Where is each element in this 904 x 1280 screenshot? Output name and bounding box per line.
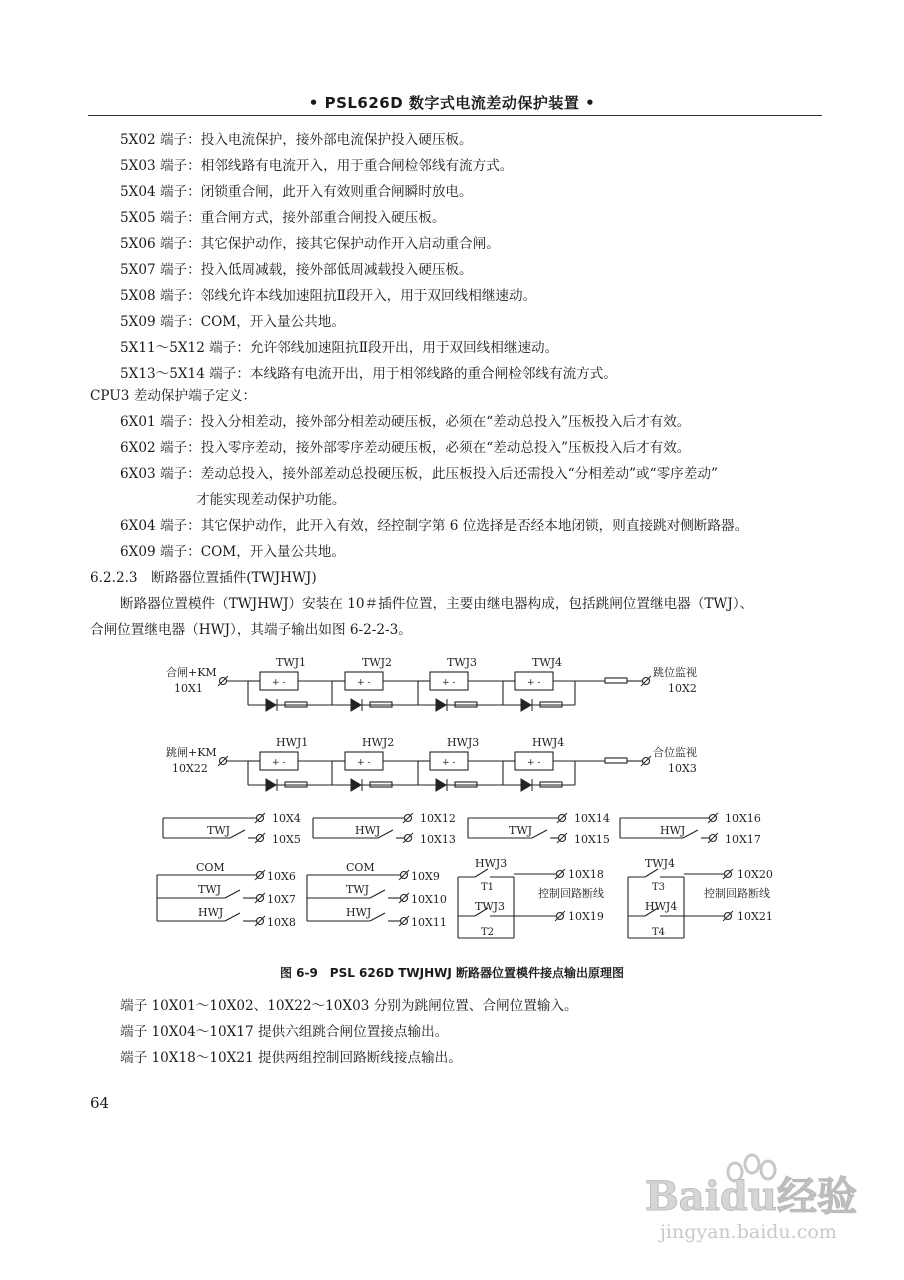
relay-label: TWJ1: [276, 656, 307, 669]
body-line: 5X09 端子：COM，开入量公共地。: [120, 314, 345, 330]
contact-label: HWJ: [198, 906, 224, 919]
relay-sign: + -: [272, 758, 286, 768]
body-line: 5X08 端子：邻线允许本线加速阻抗Ⅱ段开入，用于双回线相继速动。: [120, 288, 537, 304]
row1-left-terminal: 10X1: [174, 682, 203, 695]
terminal-label: 10X19: [568, 910, 604, 923]
row2-right-terminal: 10X3: [668, 762, 697, 775]
relay-sign: + -: [527, 758, 541, 768]
relay-label: HWJ3: [447, 736, 480, 749]
ctrl-label: 控制回路断线: [538, 887, 604, 900]
contact-label: HWJ4: [645, 900, 678, 913]
contact-label: TWJ: [198, 883, 222, 896]
watermark: [640, 1150, 900, 1250]
terminal-label: 10X11: [411, 916, 447, 929]
terminal-label: 10X21: [737, 910, 773, 923]
section-label: CPU3 差动保护端子定义：: [90, 388, 257, 404]
contact-label: T1: [481, 882, 495, 893]
body-line: 5X05 端子：重合闸方式，接外部重合闸投入硬压板。: [120, 210, 446, 226]
diode-symbol: [266, 699, 276, 711]
relay-label: TWJ2: [362, 656, 393, 669]
contact-label: T2: [481, 927, 495, 938]
body-line: 5X07 端子：投入低周减载，接外部低周减载投入硬压板。: [120, 262, 473, 278]
relay-sign: + -: [442, 758, 456, 768]
terminal-label: 10X9: [411, 870, 440, 883]
terminal-label: 10X17: [725, 833, 761, 846]
contact-label: TWJ: [509, 824, 533, 837]
relay-sign: + -: [442, 678, 456, 688]
relay-label: HWJ1: [276, 736, 309, 749]
contact-label: HWJ3: [475, 857, 508, 870]
body-line: 5X11～5X12 端子：允许邻线加速阻抗Ⅱ段开出，用于双回线相继速动。: [120, 340, 559, 356]
subsection-heading: 6.2.2.3 断路器位置插件(TWJHWJ): [90, 570, 317, 586]
relay-sign: + -: [357, 678, 371, 688]
terminal-label: 10X8: [267, 916, 296, 929]
body-line: 合闸位置继电器（HWJ），其端子输出如图 6-2-2-3。: [90, 622, 412, 638]
terminal-label: 10X7: [267, 893, 296, 906]
body-line: 6X01 端子：投入分相差动，接外部分相差动硬压板，必须在“差动总投入”压板投入后才有效。: [120, 414, 691, 430]
contact-label: TWJ: [346, 883, 370, 896]
figure-caption: 图 6-9 PSL 626D TWJHWJ 断路器位置模件接点输出原理图: [279, 966, 625, 980]
watermark-url: jingyan.baidu.com: [660, 1221, 837, 1243]
terminal-label: 10X12: [420, 812, 456, 825]
row2-left-label: 跳闸+KM: [166, 746, 217, 759]
relay-sign: + -: [272, 678, 286, 688]
contact-label: TWJ4: [645, 857, 676, 870]
watermark-brand: Baidu经验: [645, 1173, 857, 1220]
page-number: 64: [90, 1094, 110, 1112]
contact-label: TWJ3: [475, 900, 506, 913]
terminal-label: 10X20: [737, 868, 773, 881]
row1-right-label: 跳位监视: [653, 666, 697, 679]
body-line: 端子 10X01～10X02、10X22～10X03 分别为跳闸位置、合闸位置输入。: [120, 998, 578, 1014]
body-line: 5X13～5X14 端子：本线路有电流开出，用于相邻线路的重合闸检邻线有流方式。: [120, 366, 617, 382]
contact-label: T4: [652, 927, 666, 938]
body-line: 5X02 端子：投入电流保护，接外部电流保护投入硬压板。: [120, 132, 473, 148]
contact-label: T3: [652, 882, 666, 893]
terminal-label: 10X5: [272, 833, 301, 846]
contact-label: HWJ: [660, 824, 686, 837]
body-line: 6X02 端子：投入零序差动，接外部零序差动硬压板，必须在“差动总投入”压板投入后才有效。: [120, 440, 691, 456]
row1-right-terminal: 10X2: [668, 682, 697, 695]
page-header: • PSL626D 数字式电流差动保护装置 •: [308, 94, 596, 112]
terminal-label: 10X4: [272, 812, 301, 825]
terminal-label: 10X14: [574, 812, 610, 825]
body-line: 6X04 端子：其它保护动作，此开入有效，经控制字第 6 位选择是否经本地闭锁，则直接跳对侧断路器。: [120, 518, 749, 534]
relay-label: HWJ2: [362, 736, 395, 749]
body-line: 5X03 端子：相邻线路有电流开入，用于重合闸检邻线有流方式。: [120, 158, 514, 174]
row1-left-label: 合闸+KM: [166, 666, 217, 679]
control-group: [628, 869, 732, 938]
terminal-label: 10X15: [574, 833, 610, 846]
terminal-label: 10X6: [267, 870, 296, 883]
row2-right-label: 合位监视: [653, 746, 697, 759]
com-label: COM: [196, 861, 225, 874]
body-line: 5X04 端子：闭锁重合闸，此开入有效则重合闸瞬时放电。: [120, 184, 473, 200]
body-line: 端子 10X04～10X17 提供六组跳合闸位置接点输出。: [120, 1024, 449, 1040]
row2-left-terminal: 10X22: [172, 762, 208, 775]
terminal-label: 10X10: [411, 893, 447, 906]
relay-label: TWJ3: [447, 656, 478, 669]
relay-label: HWJ4: [532, 736, 565, 749]
body-line: 6X03 端子：差动总投入，接外部差动总投硬压板，此压板投入后还需投入“分相差动”或“零序差动”: [120, 466, 718, 482]
body-line: 5X06 端子：其它保护动作，接其它保护动作开入启动重合闸。: [120, 236, 500, 252]
ctrl-label: 控制回路断线: [704, 887, 770, 900]
terminal-label: 10X13: [420, 833, 456, 846]
contact-label: HWJ: [355, 824, 381, 837]
terminal-label: 10X16: [725, 812, 761, 825]
relay-label: TWJ4: [532, 656, 563, 669]
com-label: COM: [346, 861, 375, 874]
body-line: 才能实现差动保护功能。: [196, 492, 346, 508]
body-line: 端子 10X18～10X21 提供两组控制回路断线接点输出。: [120, 1050, 462, 1066]
relay-sign: + -: [527, 678, 541, 688]
control-group: [458, 869, 564, 938]
relay-sign: + -: [357, 758, 371, 768]
body-line: 6X09 端子：COM，开入量公共地。: [120, 544, 345, 560]
body-line: 断路器位置模件（TWJHWJ）安装在 10＃插件位置，主要由继电器构成，包括跳闸位置继电器（TWJ）、: [120, 596, 754, 612]
contact-label: TWJ: [207, 824, 231, 837]
contact-label: HWJ: [346, 906, 372, 919]
terminal-label: 10X18: [568, 868, 604, 881]
